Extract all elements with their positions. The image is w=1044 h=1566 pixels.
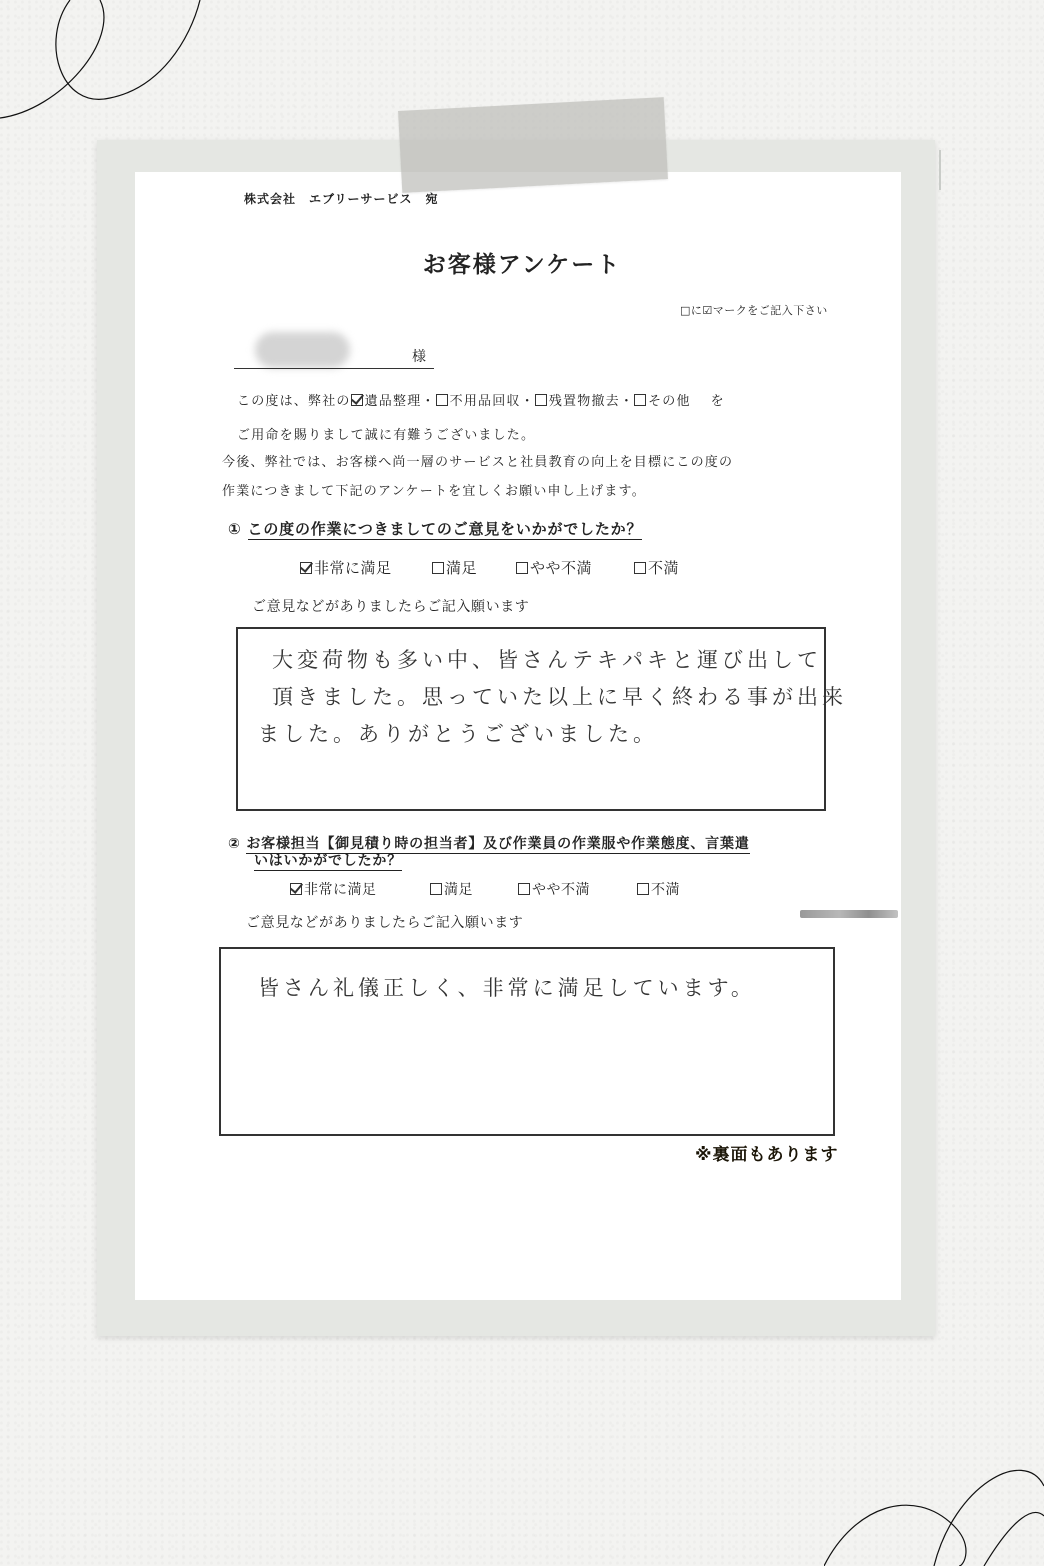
recipient-suffix: 様	[412, 349, 426, 365]
service-checkbox-4[interactable]	[634, 394, 646, 406]
q2-prompt: ご意見などがありましたらご記入願います	[246, 915, 524, 931]
checkbox[interactable]	[300, 562, 312, 574]
intro-line-1	[237, 390, 725, 409]
option-label: 非常に満足	[304, 882, 377, 898]
intro-suffix: を	[710, 394, 725, 409]
question-1	[228, 518, 642, 539]
checkbox[interactable]	[518, 883, 530, 895]
separator: ・	[520, 394, 535, 409]
option-label: 非常に満足	[314, 559, 392, 577]
question-2-text-line-1: お客様担当【御見積り時の担当者】及び作業員の作業服や作業態度、言葉遣	[246, 836, 750, 852]
checkbox[interactable]	[634, 562, 646, 574]
q2-option-satisfied[interactable]	[430, 879, 473, 899]
decorative-curve-bottom-right	[824, 1446, 1044, 1566]
q1-answer-line-2: 頂きました。思っていた以上に早く終わる事が出来	[272, 685, 847, 709]
question-number: ①	[228, 520, 242, 538]
question-2-text-line-2: いはいかがでしたか？	[254, 853, 402, 869]
service-checkbox-3[interactable]	[535, 394, 547, 406]
checkbox[interactable]	[637, 883, 649, 895]
q1-option-somewhat-dissatisfied[interactable]	[516, 557, 592, 578]
service-checkbox-1[interactable]	[351, 394, 363, 406]
q2-option-very-satisfied[interactable]	[290, 879, 377, 899]
checkbox[interactable]	[432, 562, 444, 574]
option-label: 満足	[444, 882, 473, 898]
q1-option-satisfied[interactable]	[432, 557, 477, 578]
q1-answer-line-1: 大変荷物も多い中、皆さんテキパキと運び出して	[272, 648, 822, 672]
q1-option-very-satisfied[interactable]	[300, 557, 392, 578]
service-label-4: その他	[648, 394, 691, 409]
instruction-text: □に☑マークをご記入下さい	[680, 304, 828, 317]
intro-prefix: この度は、弊社の	[237, 394, 351, 409]
option-label: 不満	[648, 559, 680, 577]
question-number: ②	[228, 836, 241, 852]
q1-option-dissatisfied[interactable]	[634, 557, 679, 578]
back-side-note: ※裏面もあります	[695, 1145, 839, 1165]
intro-line-2: ご用命を賜りまして誠に有難うございました。	[237, 428, 536, 443]
q2-option-somewhat-dissatisfied[interactable]	[518, 879, 590, 899]
q2-answer-line-1: 皆さん礼儀正しく、非常に満足しています。	[258, 976, 756, 1000]
scan-smudge	[800, 910, 898, 918]
checkbox[interactable]	[290, 883, 302, 895]
question-1-text: この度の作業につきましてのご意見をいかがでしたか？	[247, 520, 643, 538]
company-addressee: 株式会社 エブリーサービス 宛	[244, 192, 439, 206]
decorative-curve-top-left	[0, 0, 240, 130]
checkbox[interactable]	[430, 883, 442, 895]
intro-line-4: 作業につきまして下記のアンケートを宜しくお願い申し上げます。	[222, 484, 646, 499]
question-2-line-2	[254, 850, 402, 870]
customer-name-line	[234, 368, 434, 369]
option-label: やや不満	[530, 559, 593, 577]
q2-option-dissatisfied[interactable]	[637, 879, 680, 899]
option-label: 満足	[446, 559, 478, 577]
service-checkbox-2[interactable]	[436, 394, 448, 406]
q1-answer-line-3: ました。ありがとうございました。	[258, 722, 658, 746]
redacted-customer-name	[255, 332, 350, 368]
intro-line-3: 今後、弊社では、お客様へ尚一層のサービスと社員教育の向上を目標にこの度の	[222, 455, 734, 470]
checkbox[interactable]	[516, 562, 528, 574]
survey-title: お客様アンケート	[422, 252, 622, 278]
option-label: 不満	[651, 882, 680, 898]
q1-prompt: ご意見などがありましたらご記入願います	[252, 599, 530, 615]
option-label: やや不満	[532, 882, 590, 898]
service-label-2: 不用品回収	[449, 394, 521, 409]
separator: ・	[619, 394, 635, 409]
separator: ・	[421, 394, 436, 409]
service-label-1: 遺品整理	[364, 394, 422, 409]
masking-tape	[398, 97, 668, 193]
service-label-3: 残置物撤去	[548, 394, 620, 409]
